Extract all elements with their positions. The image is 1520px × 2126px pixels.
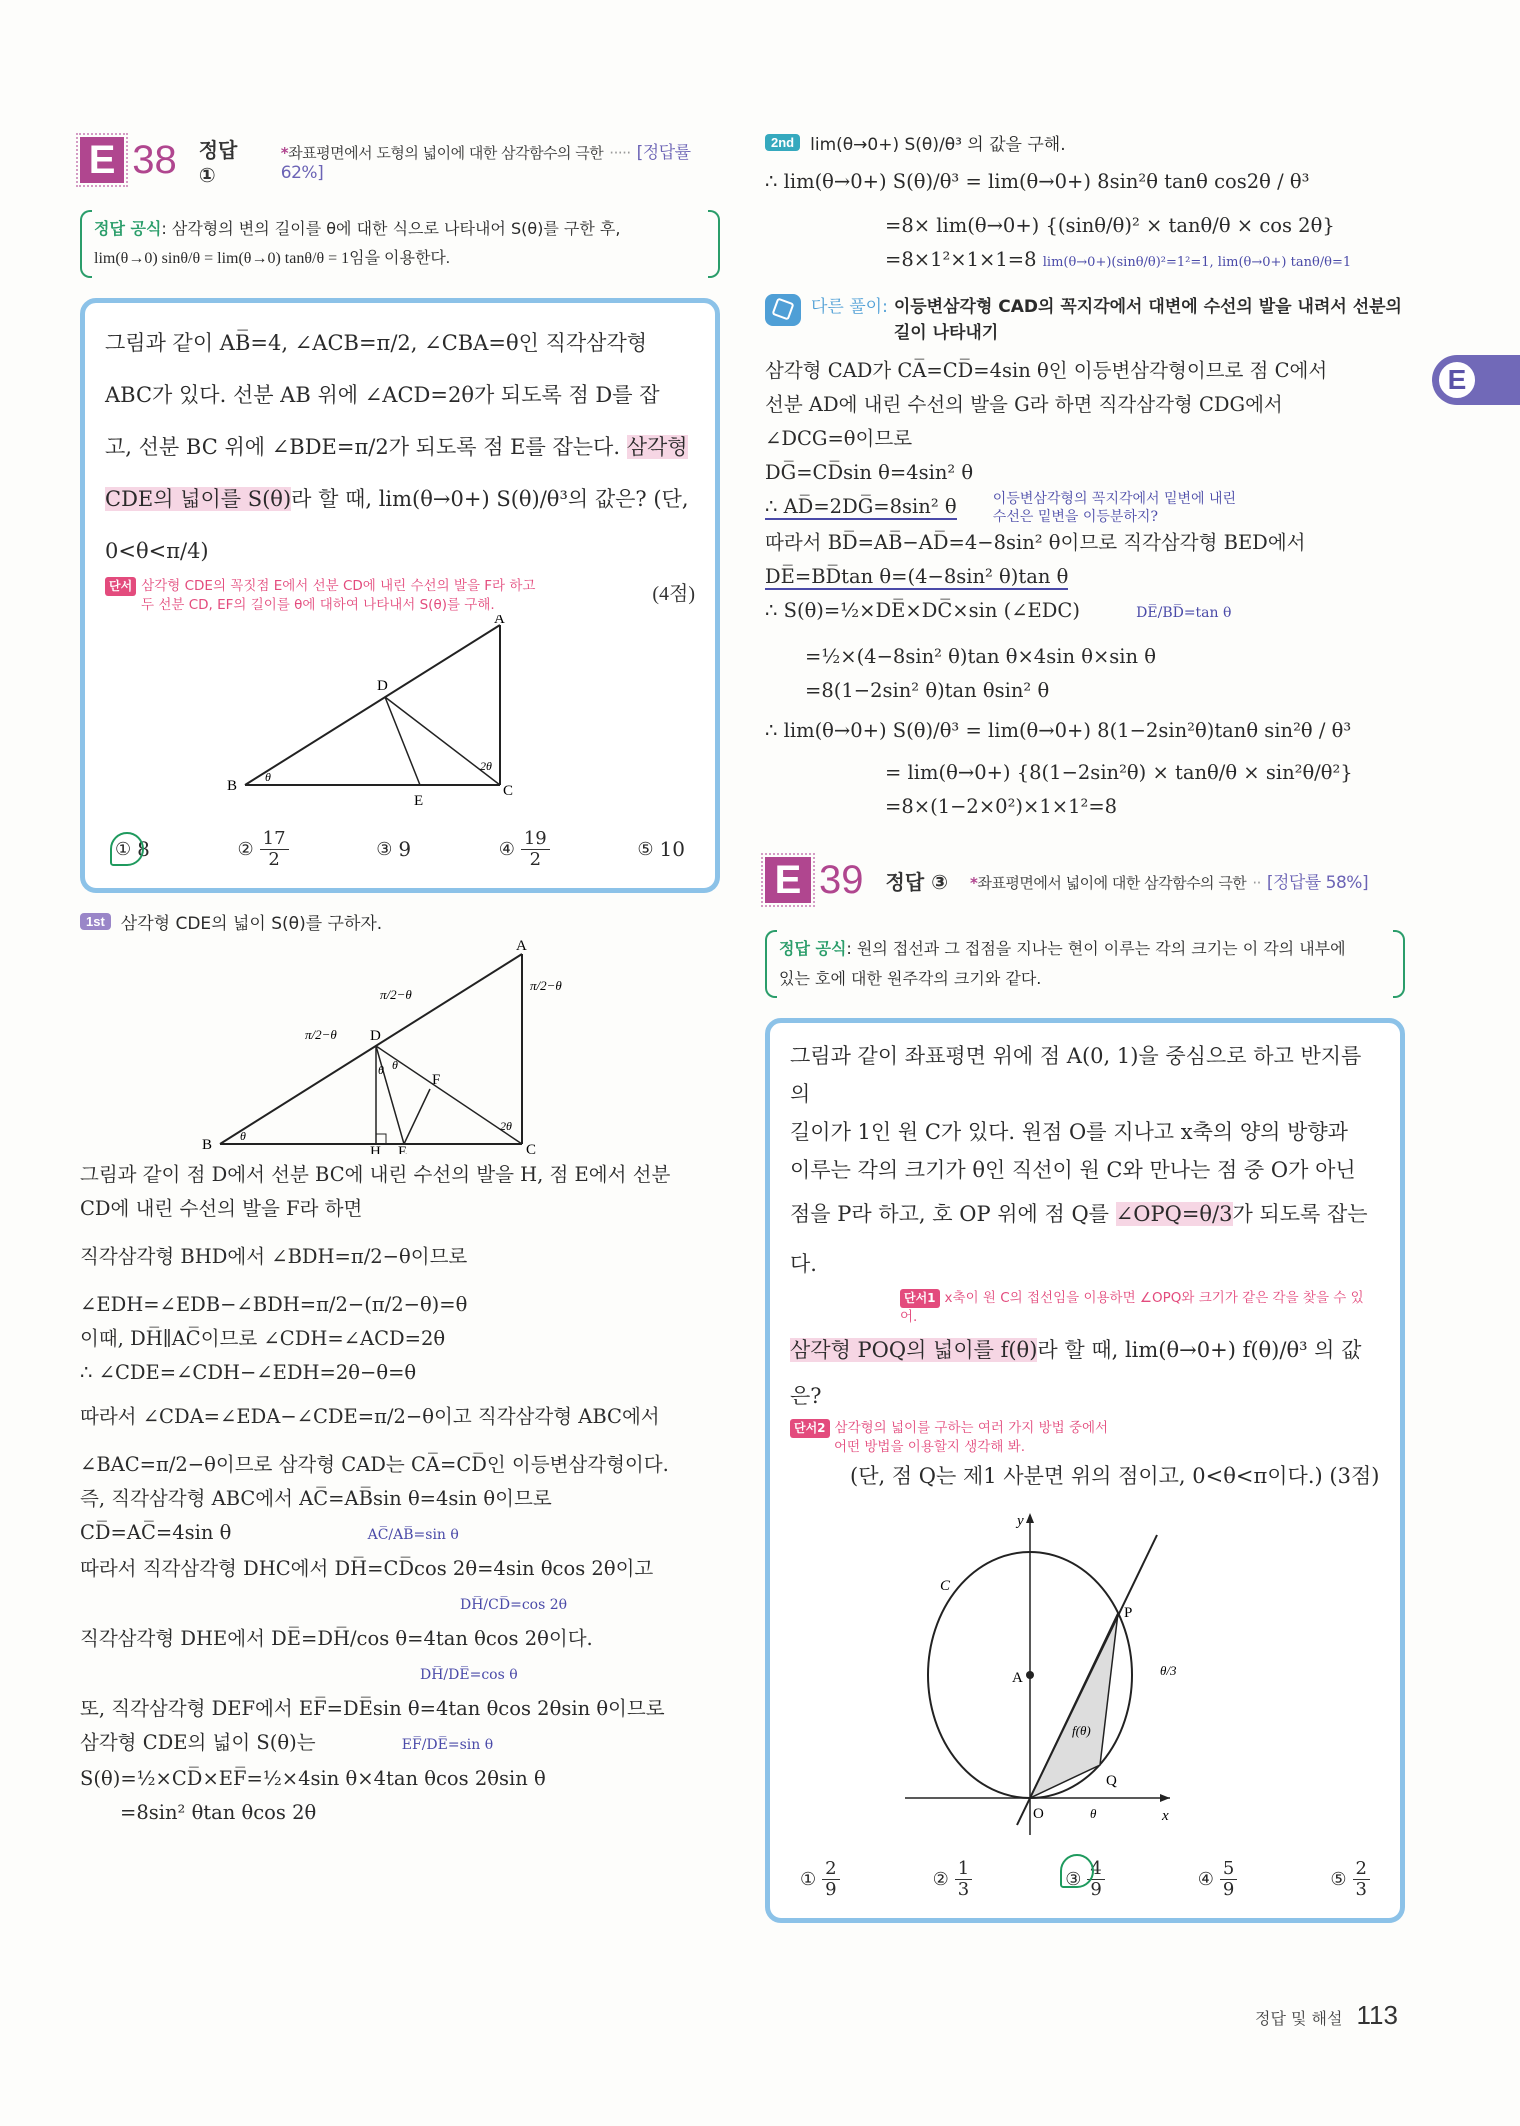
svg-text:x: x bbox=[1162, 1808, 1169, 1824]
question-line: 이루는 각의 크기가 θ인 직선이 원 C와 만나는 점 중 O가 아닌 bbox=[790, 1158, 1356, 1182]
svg-text:D: D bbox=[377, 678, 388, 694]
problem-38-box bbox=[80, 298, 720, 893]
choice-5[interactable]: ⑤ $\frac{2}{3}$ bbox=[1330, 1859, 1370, 1900]
problem-number: 38 bbox=[132, 137, 177, 182]
question-line: CDE의 넓이를 S(θ)라 할 때, lim(θ→0+) S(θ)/θ³의 값은? (단, 0<θ<π/4) bbox=[105, 487, 689, 563]
page-number: 113 bbox=[1356, 2000, 1398, 2030]
answer-choices bbox=[790, 1859, 1380, 1900]
svg-text:E: E bbox=[398, 1143, 408, 1154]
svg-text:A: A bbox=[516, 937, 527, 954]
hint-1: 단서1 x축이 원 C의 접선임을 이용하면 ∠OPQ와 크기가 같은 각을 찾을 수 있어. bbox=[900, 1290, 1364, 1325]
note: lim(θ→0+)(sinθ/θ)²=1²=1, lim(θ→0+) tanθ/θ=1 bbox=[1042, 255, 1352, 270]
choice-3[interactable]: ③ 9 bbox=[376, 837, 412, 862]
choice-1[interactable]: ① $\frac{2}{9}$ bbox=[800, 1859, 840, 1900]
svg-text:O: O bbox=[1033, 1806, 1044, 1822]
step-1-title: 1st 삼각형 CDE의 넓이 S(θ)를 구하자. bbox=[80, 909, 720, 934]
star-icon: * bbox=[970, 873, 978, 892]
formula-box: 정답 공식: 원의 접선과 그 접점을 지나는 현이 이루는 각의 크기는 이 각의 내부에 있는 호에 대한 원주각의 크기와 같다. bbox=[765, 928, 1405, 1000]
svg-text:H: H bbox=[370, 1143, 381, 1154]
svg-text:C: C bbox=[940, 1578, 951, 1594]
choice-4[interactable]: ④ $\frac{5}{9}$ bbox=[1198, 1859, 1238, 1900]
solution-step1: 그림과 같이 점 D에서 선분 BC에 내린 수선의 발을 H, 점 E에서 선분 CD에 내린 수선의 발을 F라 하면 직각삼각형 BHD에서 ∠BDH=π/2−θ이므로 ∠EDH=∠EDB−∠BDH=π/2−(π/2−θ)=θ 이때, DH̅∥AC̅이므로 ∠CDH=∠ACD=2θ ∴ ∠CDE=∠CDH−∠EDH=2θ−θ=θ 따라서 ∠CDA=∠EDA−∠CDE=π/2−θ이고 직각삼각형 ABC에서 ∠BAC=π/2−θ이므로 삼각형 CAD는 CA̅=CD̅인 이등변삼각형이다. 즉, 직각삼각형 ABC에서 AC̅=AB̅sin θ=4sin θ이므로 CD̅=AC̅=4sin θ AC̅/AB̅=sin θ 따라서 직각삼각형 DHC에서 DH̅=CD̅cos 2θ=4sin θcos 2θ이고 DH̅/CD̅=cos 2θ 직각삼각형 DHE에서 DE̅=DH̅/cos θ=4tan θcos 2θ이다. DH̅/DE̅=cos θ 또, 직각삼각형 DEF에서 EF̅=DE̅sin θ=4tan θcos 2θsin θ이므로 삼각형 CDE의 넓이 S(θ)는 EF̅/DE̅=sin θ S(θ)=½×CD̅×EF̅=½×4sin θ×4tan θcos 2θsin θ =8sin² θtan θcos 2θ bbox=[80, 1162, 671, 1824]
correct-rate: [정답률 62%] bbox=[280, 142, 691, 183]
star-icon: * bbox=[280, 143, 289, 162]
choice-2[interactable]: ② $\frac{17}{2}$ bbox=[238, 829, 289, 870]
question-line: 삼각형 POQ의 넓이를 f(θ)라 할 때, lim(θ→0+) f(θ)/θ³ 의 값은? bbox=[790, 1338, 1362, 1408]
section-badge: E bbox=[80, 137, 124, 183]
svg-text:F: F bbox=[432, 1071, 441, 1088]
question-line: 고, 선분 BC 위에 ∠BDE=π/2가 되도록 점 E를 잡는다. 삼각형 bbox=[105, 435, 688, 459]
alternative-solution: 삼각형 CAD가 CA̅=CD̅=4sin θ인 이등변삼각형이므로 점 C에서 선분 AD에 내린 수선의 발을 G라 하면 직각삼각형 CDG에서 ∠DCG=θ이므로 DG̅=CD̅sin θ=4sin² θ ∴ AD̅=2DG̅=8sin² θ 이등변삼각형의 꼭지각에서 밑변에 내린 수선은 밑변을 이등분하지? 따라서 BD̅=AB̅−AD̅=4−8sin² θ이므로 직각삼각형 BED에서 DE̅=BD̅tan θ=(4−8sin² θ)tan θ ∴ S(θ)=½×DE̅×DC̅×sin (∠EDC) DE̅/BD̅=tan θ =½×(4−8sin² θ)tan θ×4sin θ×sin θ =8(1−2sin² θ)tan θsin² θ ∴ lim(θ→0+) S(θ)/θ³ = lim(θ→0+) 8(1−2sin²θ)tanθ sin²θ / θ³ = lim(θ→0+) {8(1−2sin²θ) × tanθ/θ × sin²θ/θ²} =8×(1−2×0²)×1×1²=8 bbox=[765, 359, 1353, 818]
note: DH̅/CD̅=cos 2θ bbox=[460, 1596, 568, 1613]
formula-key: 정답 공식 bbox=[94, 219, 162, 238]
solution-step2: ∴ lim(θ→0+) S(θ)/θ³ = lim(θ→0+) 8sin²θ tanθ cos2θ / θ³ =8× lim(θ→0+) {(sinθ/θ)² × tanθ/θ × cos 2θ} =8×1²×1×1=8 lim(θ→0+)(sinθ/θ)²=1²=1, lim(θ→0+) tanθ/θ=1 bbox=[765, 170, 1352, 271]
svg-text:f(θ): f(θ) bbox=[1072, 1723, 1091, 1738]
note: DH̅/DE̅=cos θ bbox=[420, 1666, 518, 1683]
svg-text:π/2−θ: π/2−θ bbox=[380, 986, 412, 1002]
answer-choices bbox=[105, 829, 695, 870]
svg-text:θ: θ bbox=[265, 770, 271, 784]
topic: *좌표평면에서 도형의 넓이에 대한 삼각함수의 극한 ····· [정답률 62%] bbox=[280, 142, 691, 183]
svg-text:P: P bbox=[1124, 1605, 1133, 1621]
page-footer bbox=[1255, 2000, 1398, 2031]
svg-text:Q: Q bbox=[1106, 1773, 1117, 1789]
dice-icon bbox=[765, 294, 801, 326]
svg-text:E: E bbox=[414, 793, 424, 809]
chapter-tab bbox=[1432, 355, 1520, 405]
answer-label: 정답 ① bbox=[198, 137, 238, 187]
topic: *좌표평면에서 넓이에 대한 삼각함수의 극한 ·· [정답률 58%] bbox=[970, 872, 1369, 893]
choice-3[interactable]: ③ $\frac{4}{9}$ bbox=[1065, 1859, 1105, 1900]
alternative-solution-title: 다른 풀이: 이등변삼각형 CAD의 꼭지각에서 대변에 수선의 발을 내려서 선분의 길이 나타내기 bbox=[765, 294, 1405, 346]
problem-39-header bbox=[765, 850, 1405, 910]
formula-key: 정답 공식 bbox=[779, 939, 847, 958]
svg-text:θ: θ bbox=[240, 1128, 246, 1143]
svg-text:2θ: 2θ bbox=[500, 1118, 512, 1133]
problem-39-box bbox=[765, 1018, 1405, 1923]
condition: (단, 점 Q는 제1 사분면 위의 점이고, 0<θ<π이다.) (3점) bbox=[850, 1464, 1380, 1488]
problem-38-header bbox=[80, 130, 720, 190]
note: EF̅/DE̅=sin θ bbox=[401, 1736, 494, 1753]
svg-text:θ: θ bbox=[392, 1057, 398, 1072]
choice-1[interactable]: ① 8 bbox=[115, 837, 150, 862]
svg-text:y: y bbox=[1017, 1513, 1024, 1529]
svg-text:θ: θ bbox=[1090, 1806, 1097, 1821]
answer-label: 정답 ③ bbox=[885, 869, 949, 894]
section-badge: E bbox=[765, 857, 811, 903]
choice-2[interactable]: ② $\frac{1}{3}$ bbox=[933, 1859, 973, 1900]
step-1-tag: 1st bbox=[80, 913, 111, 930]
step-2-tag: 2nd bbox=[765, 134, 800, 151]
svg-text:π/2−θ: π/2−θ bbox=[530, 977, 562, 993]
svg-text:θ: θ bbox=[378, 1062, 384, 1077]
hint: 단서 삼각형 CDE의 꼭짓점 E에서 선분 CD에 내린 수선의 발을 F라 하고 두 선분 CD, EF의 길이를 θ에 대하여 나타내서 S(θ)를 구해. (4점) bbox=[105, 577, 695, 615]
hint-tag: 단서 bbox=[105, 577, 136, 596]
svg-text:A: A bbox=[494, 615, 505, 627]
svg-text:B: B bbox=[202, 1136, 213, 1153]
question-line: ABC가 있다. 선분 AB 위에 ∠ACD=2θ가 되도록 점 D를 잡 bbox=[105, 383, 660, 407]
question-line: 길이가 1인 원 C가 있다. 원점 O를 지나고 x축의 양의 방향과 bbox=[790, 1120, 1348, 1144]
circle-figure bbox=[790, 1495, 1370, 1845]
step-2-title: 2nd lim(θ→0+) S(θ)/θ³ 의 값을 구해. bbox=[765, 130, 1405, 155]
svg-text:C: C bbox=[526, 1141, 537, 1154]
svg-text:C: C bbox=[503, 783, 514, 799]
svg-text:D: D bbox=[370, 1027, 381, 1044]
note: DE̅/BD̅=tan θ bbox=[1136, 605, 1232, 621]
formula-box: 정답 공식: 삼각형의 변의 길이를 θ에 대한 식으로 나타내어 S(θ)를 구한 후, lim(θ→0) sinθ/θ = lim(θ→0) tanθ/θ = 1임을 이용한다. bbox=[80, 208, 720, 280]
chapter-letter: E bbox=[1436, 359, 1478, 401]
svg-text:B: B bbox=[227, 778, 238, 794]
question-line: 점을 P라 하고, 호 OP 위에 점 Q를 ∠OPQ=θ/3가 되도록 잡는다. bbox=[790, 1202, 1368, 1276]
choice-4[interactable]: ④ $\frac{19}{2}$ bbox=[499, 829, 550, 870]
left-column bbox=[80, 130, 720, 1830]
choice-5[interactable]: ⑤ 10 bbox=[637, 837, 685, 862]
svg-text:θ/3: θ/3 bbox=[1160, 1663, 1177, 1678]
svg-text:π/2−θ: π/2−θ bbox=[305, 1026, 337, 1042]
question-line: 그림과 같이 AB̅=4, ∠ACB=π/2, ∠CBA=θ인 직각삼각형 bbox=[105, 331, 648, 355]
step1-figure bbox=[80, 934, 720, 1154]
question-line: 그림과 같이 좌표평면 위에 점 A(0, 1)을 중심으로 하고 반지름의 bbox=[790, 1044, 1362, 1106]
correct-rate: [정답률 58%] bbox=[1266, 872, 1369, 893]
hint-2: 단서2 삼각형의 넓이를 구하는 여러 가지 방법 중에서 어떤 방법을 이용할지 생각해 봐. bbox=[790, 1419, 1380, 1457]
note: 이등변삼각형의 꼭지각에서 밑변에 내린 수선은 밑변을 이등분하지? bbox=[992, 491, 1237, 525]
svg-text:A: A bbox=[1012, 1670, 1023, 1686]
problem-number: 39 bbox=[819, 857, 864, 902]
triangle-figure bbox=[105, 615, 685, 815]
right-column bbox=[765, 130, 1405, 1923]
points: (4점) bbox=[652, 583, 695, 605]
svg-text:2θ: 2θ bbox=[480, 759, 492, 773]
note: AC̅/AB̅=sin θ bbox=[367, 1526, 459, 1543]
footer-label: 정답 및 해설 bbox=[1255, 2009, 1343, 2028]
